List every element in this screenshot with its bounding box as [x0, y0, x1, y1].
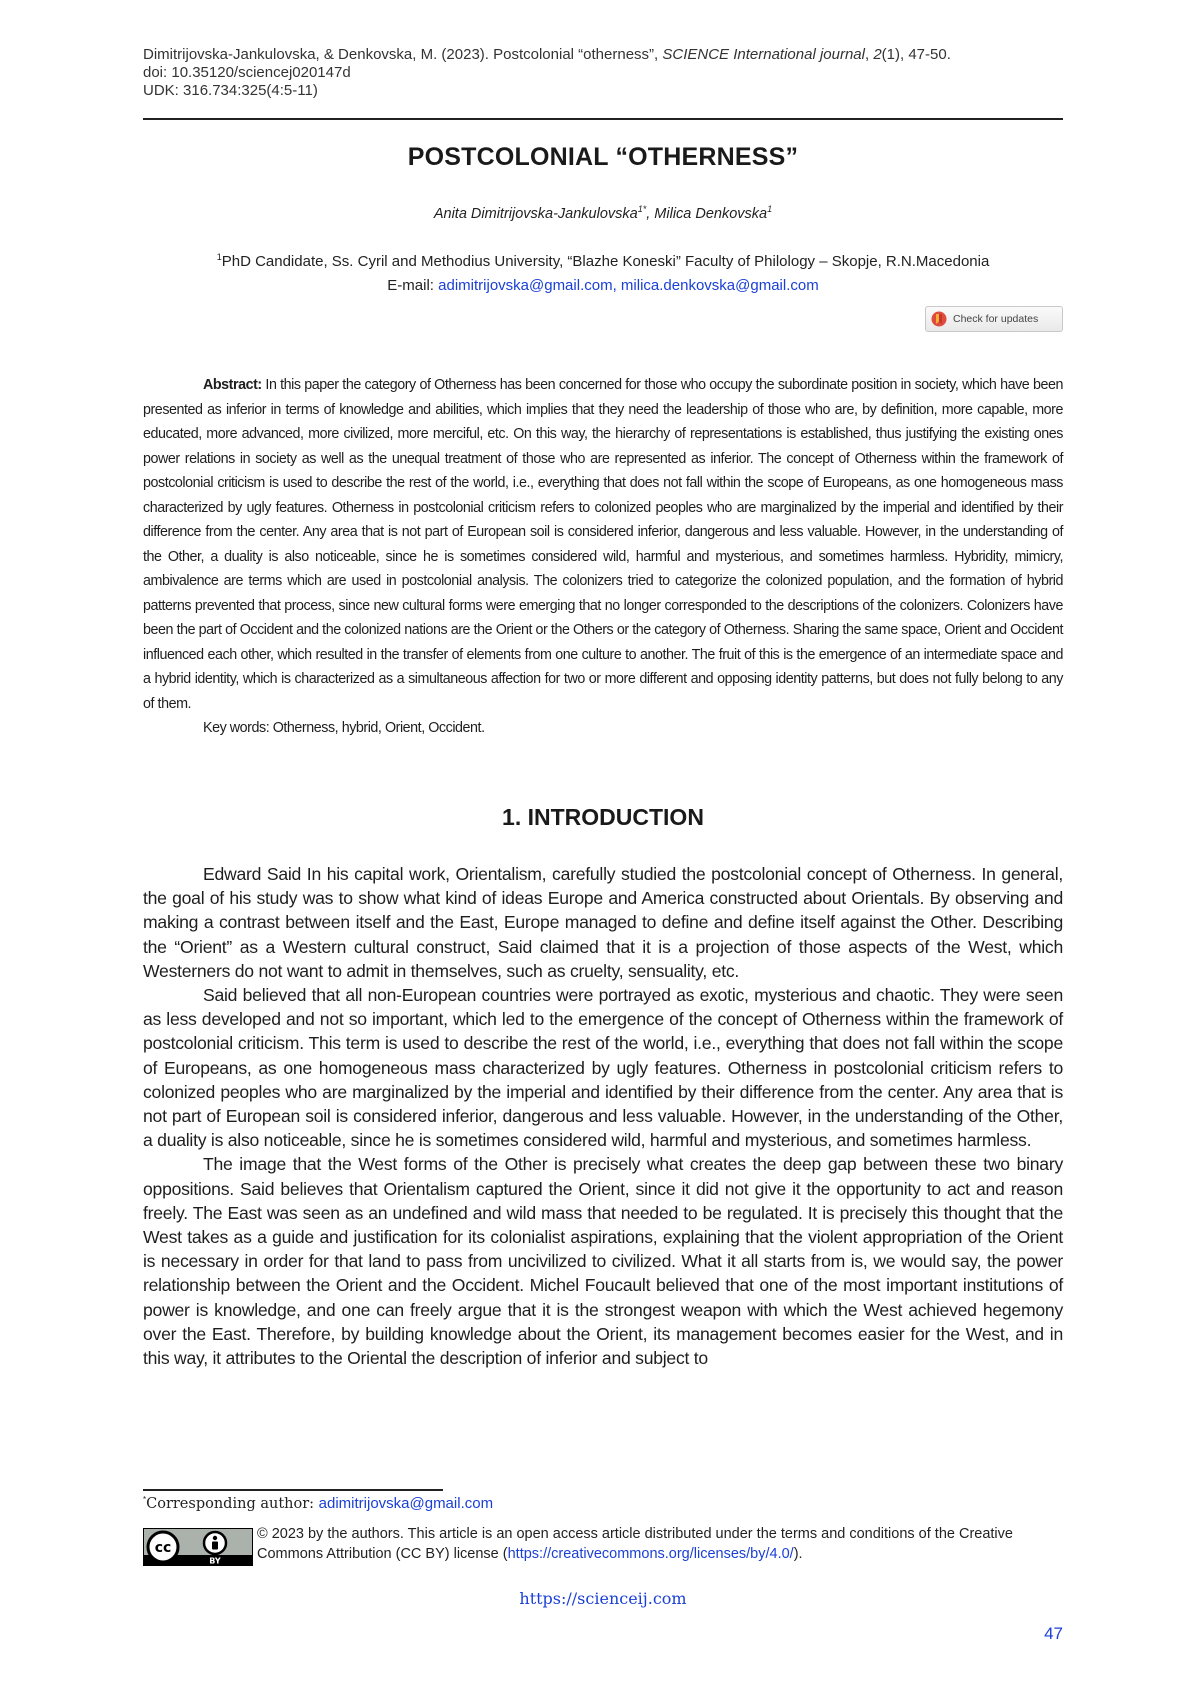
footnote — [143, 1495, 1063, 1512]
check-for-updates-button[interactable] — [925, 306, 1063, 332]
volume-number: 2 — [873, 46, 882, 63]
author-superscript: 1* — [637, 204, 647, 214]
footnote-marker: * — [143, 1495, 147, 1504]
email-label: E-mail: — [387, 277, 439, 294]
email-line — [143, 277, 1063, 294]
page-number: 47 — [1044, 1624, 1063, 1643]
udk-line: UDK: 316.734:325(4:5-11) — [143, 82, 318, 99]
email-links[interactable]: adimitrijovska@gmail.com, milica.denkovska@gmail.com — [438, 277, 819, 294]
body-paragraph: The image that the West forms of the Other is precisely what creates the deep gap between these two binary oppositions. Said believes that Orientalism captured the Orient, since it did not give it the opportunity to act and reason freely. The East was seen as an undefined and wild mass that needed to be regulated. It is precisely this thought that the West takes as a guide and justification for its colonialist aspirations, explaining that the violent appropriation of the Orient is necessary in order for that land to pass from uncivilized to civilized. What it all starts from is, we would say, the power relationship between the Orient and the Occident. Michel Foucault believed that one of the most important institutions of power is knowledge, and one can freely argue that it is the strongest weapon with which the West achieved hegemony over the East. Therefore, by building knowledge about the Orient, its management becomes easier for the West, and in this way, it attributes to the Oriental the description of inferior and subject to — [143, 1154, 1063, 1369]
footnote-email-link[interactable]: adimitrijovska@gmail.com — [318, 1495, 494, 1512]
affiliation-superscript: 1 — [216, 252, 222, 262]
author-list — [143, 204, 1063, 222]
journal-url-link[interactable]: https://scienceij.com — [519, 1589, 687, 1608]
running-header — [143, 46, 1063, 100]
affiliation — [143, 252, 1063, 270]
citation-issue-pages: (1), 47-50. — [881, 46, 951, 63]
doi-line: doi: 10.35120/sciencej020147d — [143, 64, 351, 81]
journal-name: SCIENCE International journal — [662, 46, 865, 63]
section-heading: 1. INTRODUCTION — [502, 804, 704, 830]
keywords: Key words: Otherness, hybrid, Orient, Occident. — [203, 720, 485, 736]
author-separator: , — [646, 205, 655, 222]
body-paragraph: Said believed that all non-European countries were portrayed as exotic, mysterious and chaotic. They were seen as less developed and not so important, which led to the emergence of the concept of Otherness within the framework of postcolonial criticism. This term is used to describe the rest of the world, i.e., everything that does not fall within the scope of Europeans, as one homogeneous mass characterized by ugly features. Otherness in postcolonial criticism refers to colonized peoples who are marginalized by the imperial and identified by their difference from the center. Any area that is not part of European soil is considered inferior, dangerous and less valuable. However, in the understanding of the Other, a duality is also noticeable, since he is sometimes considered wild, harmful and mysterious, and sometimes harmless. — [143, 985, 1063, 1151]
author-name: Milica Denkovska — [654, 205, 768, 222]
svg-text:cc: cc — [154, 1540, 172, 1556]
footnote-label: Corresponding author: — [146, 1496, 319, 1512]
license-close: ). — [793, 1546, 803, 1562]
citation-separator: , — [864, 46, 874, 63]
header-rule — [143, 118, 1063, 120]
by-label: BY — [209, 1556, 221, 1566]
license-link[interactable]: https://creativecommons.org/licenses/by/4.0/ — [507, 1546, 794, 1562]
introduction-body — [143, 862, 1063, 1370]
cc-by-badge[interactable] — [143, 1528, 253, 1566]
abstract-text: In this paper the category of Otherness has been concerned for those who occupy the subordinate position in society, which have been presented as inferior in terms of knowledge and abilities, which implies that they need the leadership of those who are, by definition, more capable, more educated, more advanced, more civilized, more merciful, etc. On this way, the hierarchy of representations is established, thus justifying the existing ones power relations in society as well as the unequal treatment of those who are represented as inferior. The concept of Otherness within the framework of postcolonial criticism is used to describe the rest of the world, i.e., everything that does not fall within the scope of Europeans, as one homogeneous mass characterized by ugly features. Otherness in postcolonial criticism refers to colonized peoples who are marginalized by the imperial and identified by their difference from the center. Any area that is not part of European soil is considered inferior, dangerous and less valuable. However, in the understanding of the Other, a duality is also noticeable, since he is sometimes considered wild, harmful and mysterious, and sometimes harmless. Hybridity, mimicry, ambivalence are terms which are used in postcolonial analysis. The colonizers tried to categorize the colonized population, and the formation of hybrid patterns prevented that process, since new cultural forms were emerging that no longer corresponded to the descriptions of the colonizers. Colonizers have been the part of Occident and the colonized nations are the Orient or the Others or the category of Otherness. Sharing the same space, Orient and Occident influenced each other, which resulted in the transfer of elements from one culture to another. The fruit of this is the emergence of an intermediate space and a hybrid identity, which is characterized as a simultaneous affection for two or more different and opposing identity patterns, but does not fully belong to any of them. — [143, 377, 1063, 712]
citation-text: Dimitrijovska-Jankulovska, & Denkovska, M. (2023). Postcolonial “otherness”, — [143, 46, 663, 63]
license-body: © 2023 by the authors. This article is an open access article distributed under the terms and conditions of the Creative Commons Attribution (CC BY) license ( — [257, 1526, 1013, 1562]
affiliation-text: PhD Candidate, Ss. Cyril and Methodius University, “Blazhe Koneski” Faculty of Philology – Skopje, R.N.Macedonia — [221, 253, 990, 270]
abstract-paragraph — [143, 373, 1063, 716]
check-updates-icon — [931, 311, 947, 327]
check-updates-label: Check for updates — [953, 313, 1039, 325]
abstract-label: Abstract: — [203, 377, 262, 393]
footnote-rule — [143, 1489, 443, 1491]
citation-line — [143, 46, 1063, 64]
body-paragraph: Edward Said In his capital work, Orientalism, carefully studied the postcolonial concept of Otherness. In general, the goal of his study was to show what kind of ideas Europe and America constructed about Orientals. By observing and making a contrast between itself and the East, Europe managed to define and define itself against the Other. Describing the “Orient” as a Western cultural construct, Said claimed that it is a projection of those aspects of the West, which Westerners do not want to admit in themselves, such as cruelty, sensuality, etc. — [143, 864, 1063, 981]
author-name: Anita Dimitrijovska-Jankulovska — [433, 205, 638, 222]
author-superscript: 1 — [767, 204, 773, 214]
license-text — [257, 1524, 1063, 1564]
abstract-block — [143, 373, 1063, 741]
article-title: POSTCOLONIAL “OTHERNESS” — [407, 143, 799, 171]
